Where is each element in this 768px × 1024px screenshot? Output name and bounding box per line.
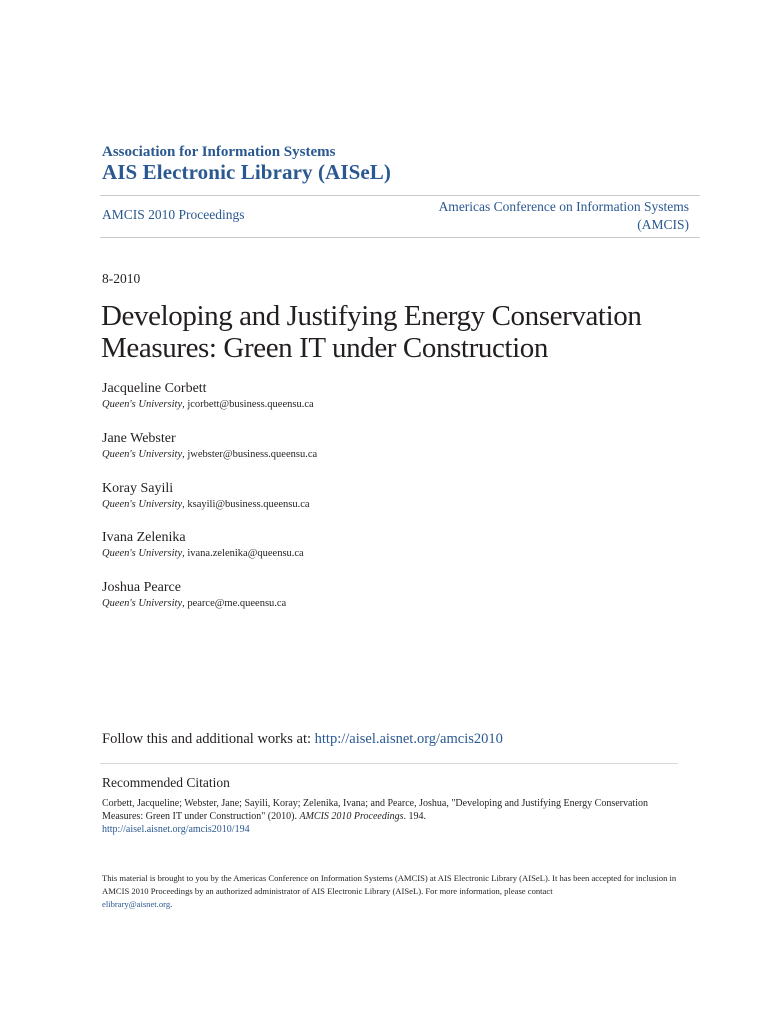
- footer-end: .: [170, 899, 173, 909]
- author-name: Jane Webster: [102, 431, 176, 446]
- library-link[interactable]: AIS Electronic Library (AISeL): [102, 160, 392, 184]
- author-university: Queen's University: [102, 449, 183, 460]
- author-affiliation: [102, 448, 602, 462]
- header-divider-bottom: [100, 237, 700, 238]
- follow-link[interactable]: http://aisel.aisnet.org/amcis2010: [314, 731, 503, 747]
- citation-link[interactable]: http://aisel.aisnet.org/amcis2010/194: [102, 824, 250, 835]
- citation-heading: Recommended Citation: [102, 775, 230, 790]
- citation-text: [102, 797, 682, 836]
- author-2: [102, 430, 602, 462]
- author-1: [102, 380, 602, 412]
- author-university: Queen's University: [102, 598, 183, 609]
- citation-divider: [100, 763, 678, 764]
- citation-number: . 194.: [403, 811, 427, 822]
- author-university: Queen's University: [102, 548, 183, 559]
- author-email: , pearce@me.queensu.ca: [182, 598, 287, 609]
- author-name: Koray Sayili: [102, 481, 174, 496]
- association-name: Association for Information Systems: [102, 144, 336, 160]
- conference-link[interactable]: [439, 198, 689, 234]
- author-affiliation: [102, 597, 602, 611]
- footer-notice: [102, 872, 682, 911]
- follow-label: Follow this and additional works at:: [102, 731, 315, 747]
- author-4: [102, 529, 602, 561]
- author-affiliation: [102, 547, 602, 561]
- citation-body: Corbett, Jacqueline; Webster, Jane; Sayili, Koray; Zelenika, Ivana; and Pearce, Joshua, "Developing and Justifying Energy Conservation Measures: Green IT under Construction" (2010).: [102, 798, 648, 822]
- author-university: Queen's University: [102, 399, 183, 410]
- proceedings-link[interactable]: AMCIS 2010 Proceedings: [102, 207, 245, 222]
- author-name: Joshua Pearce: [102, 580, 181, 595]
- author-email: , jcorbett@business.queensu.ca: [182, 399, 314, 410]
- paper-title: Developing and Justifying Energy Conservation Measures: Green IT under Construction: [101, 300, 642, 364]
- author-name: Ivana Zelenika: [102, 530, 186, 545]
- author-university: Queen's University: [102, 499, 183, 510]
- conference-line1: Americas Conference on Information Systems: [438, 199, 689, 214]
- conference-line2: (AMCIS): [637, 217, 689, 232]
- author-email: , jwebster@business.queensu.ca: [182, 449, 318, 460]
- header-divider-top: [100, 195, 700, 196]
- author-affiliation: [102, 398, 602, 412]
- author-3: [102, 480, 602, 512]
- footer-text: This material is brought to you by the Americas Conference on Information Systems (AMCIS) at AIS Electronic Library (AISeL). It has been accepted for inclusion in AMCIS 2010 Proceedings by an authorized administrator of AIS Electronic Library (AISeL). For more information, please contact: [102, 873, 677, 896]
- author-email: , ivana.zelenika@queensu.ca: [182, 548, 304, 559]
- publication-date: 8-2010: [102, 271, 141, 286]
- author-name: Jacqueline Corbett: [102, 381, 207, 396]
- footer-email-link[interactable]: elibrary@aisnet.org: [102, 899, 171, 909]
- author-5: [102, 579, 602, 611]
- follow-line: [102, 731, 503, 748]
- author-affiliation: [102, 498, 602, 512]
- citation-proceedings: AMCIS 2010 Proceedings: [299, 811, 404, 822]
- author-email: , ksayili@business.queensu.ca: [182, 499, 310, 510]
